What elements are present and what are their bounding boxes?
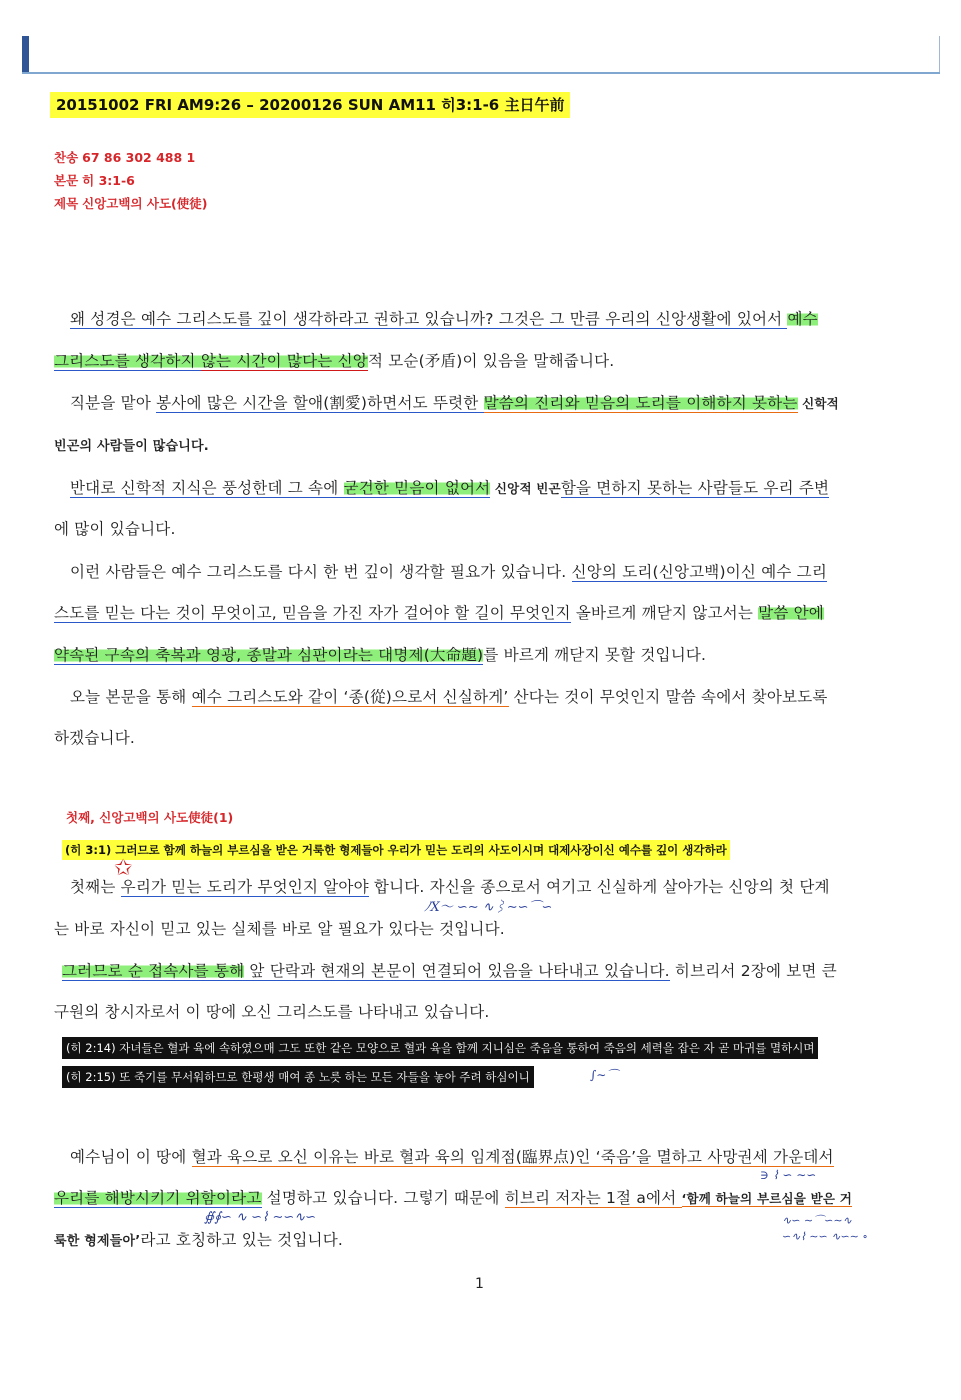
text-span: 봉사에 많은 시간을 할애(割愛)하면서도 뚜렷한	[156, 394, 484, 412]
page-number: 1	[475, 1276, 484, 1292]
text-span: 첫째는	[70, 878, 121, 896]
verse-hebrews-3-1: (히 3:1) 그러므로 함께 하늘의 부르심을 받은 거룩한 형제들아 우리가 믿는 도리의 사도이시며 대제사장이신 예수를 깊이 생각하라	[62, 840, 730, 860]
scripture-value: 히 3:1-6	[82, 173, 135, 188]
text-span: 반대로 신학적 지식은 풍성한데 그 속에	[70, 479, 344, 497]
verse-hebrews-2-14: (히 2:14) 자녀들은 혈과 육에 속하였으매 그도 또한 같은 모양으로 혈과 육을 함께 지니심은 죽음을 통하여 죽음의 세력을 잡은 자 곧 마귀를 멸하시며	[62, 1037, 818, 1059]
highlighted-span: 우리를 해방시키기 위함이라고	[54, 1189, 262, 1207]
scripture-line	[54, 171, 139, 189]
page-header-bar	[22, 36, 940, 74]
text-span: 하겠습니다.	[54, 729, 135, 747]
text-span: 왜 성경은 예수 그리스도를 깊이 생각하라고 권하고 있습니까? 그것은 그 만큼 우리의 신앙생활에 있어서	[70, 310, 788, 328]
text-span: 는 바로 자신이 믿고 있는 실체를 바로 알 필요가 있다는 것입니다.	[54, 920, 505, 938]
handwritten-note-scribble: ∿∽ ∼⌒∽∼∿	[782, 1214, 852, 1227]
hand-drawn-star-icon: ✩	[114, 856, 133, 881]
paragraph-line	[54, 350, 614, 372]
text-span: ‘함께 하늘의 부르심을 받은 거	[681, 1191, 852, 1206]
text-span: 올바르게 깨닫지 않고서는	[570, 604, 759, 622]
paragraph-line	[54, 434, 209, 456]
highlighted-span: 굳건한 믿음이 없어서	[343, 479, 491, 497]
highlighted-span: 말씀 안에	[758, 604, 824, 622]
text-span: 함을 면하지 못하는 사람들도 우리 주변	[560, 479, 830, 497]
text-span: 앞 단락과 현재의 본문이 연결되어 있음을 나타내고 있습니다.	[244, 962, 670, 980]
paragraph-line	[70, 876, 830, 898]
paragraph-line	[54, 1229, 343, 1251]
text-span: 빈곤의 사람들이 많습니다.	[54, 439, 209, 454]
highlighted-span: 약속된 구속의 축복과 영광, 종말과 심판이라는 대명제(大命題)	[54, 646, 484, 664]
sermon-title-line	[54, 194, 211, 212]
highlighted-span: 않는 시간이 많다는 신앙	[200, 352, 368, 370]
text-span: 직분을 맡아	[70, 394, 157, 412]
handwritten-note-scribble: ∯∮∽ ∿ ∽⌇ ∼∽∿∽	[204, 1210, 317, 1225]
paragraph-line	[54, 1001, 490, 1023]
paragraph-line	[54, 644, 706, 666]
hymn-label: 찬송	[54, 150, 79, 165]
section-title: 첫째, 신앙고백의 사도使徒(1)	[66, 810, 234, 825]
paragraph-line	[54, 602, 824, 624]
text-span: 오늘 본문을 통해	[70, 688, 192, 706]
text-span: 에 많이 있습니다.	[54, 520, 176, 538]
text-span: 라고 호칭하고 있는 것입니다.	[140, 1231, 344, 1249]
text-span: 신앙적 빈곤	[490, 481, 561, 496]
paragraph-line	[62, 960, 837, 982]
text-span: 혈과 육으로 오신 이유는 바로 혈과 육의 임계점(臨界点)인 ‘죽음’을 멸하고 사망권세 가운데서	[191, 1148, 834, 1166]
text-span: 히브리서 2장에 보면 큰	[669, 962, 837, 980]
header-right-rule	[939, 36, 940, 72]
hymn-value: 67 86 302 488 1	[82, 150, 196, 165]
text-span: 예수님이 이 땅에	[70, 1148, 192, 1166]
text-span: 구원의 창시자로서 이 땅에 오신 그리스도를 나타내고 있습니다.	[54, 1003, 490, 1021]
handwritten-note-scribble: ﾉⅩ〜 ∽∼ ∿⌇∼∽⌒∽	[424, 900, 553, 915]
text-span: 히브리 저자는 1절 a에서	[504, 1189, 682, 1207]
text-span: 설명하고 있습니다. 그렇기 때문에	[261, 1189, 505, 1207]
highlighted-span: 예수	[787, 310, 818, 328]
paragraph-line	[70, 392, 839, 414]
text-span: 우리가 믿는 도리가 무엇인지 알아야	[120, 878, 369, 896]
paragraph-line	[54, 918, 505, 940]
text-span: 적 모순(矛盾)이 있음을 말해줍니다.	[367, 352, 615, 370]
paragraph-line	[70, 561, 827, 583]
highlighted-span: 그리스도를 생각하지	[54, 352, 201, 370]
text-span: 신앙의 도리(신앙고백)이신 예수 그리	[571, 563, 828, 581]
text-span: 산다는 것이 무엇인지 말씀 속에서 찾아보도록	[508, 688, 828, 706]
text-span: 예수 그리스도와 같이 ‘종(從)으로서 신실하게’	[191, 688, 509, 706]
handwritten-note-scribble: ∫∼⌒	[590, 1068, 619, 1082]
paragraph-line	[54, 1187, 852, 1209]
handwritten-note-scribble: ∋ ⌇ ∽ ∼∽	[760, 1168, 817, 1182]
handwritten-note-scribble: ∽∿⌇ ∼∽ ∿∽∼ ∘	[782, 1230, 868, 1243]
verse-hebrews-2-15: (히 2:15) 또 죽기를 무서워하므로 한평생 매여 종 노릇 하는 모든 자들을 놓아 주려 하심이니	[62, 1066, 534, 1088]
text-span: 합니다. 자신을 종으로서 여기고 신실하게 살아가는 신앙의 첫 단계	[368, 878, 830, 896]
header-accent-bar	[22, 36, 29, 72]
paragraph-line	[70, 686, 828, 708]
sermon-title-value: 신앙고백의 사도(使徒)	[82, 196, 208, 211]
text-span: 스도를 믿는 다는 것이 무엇이고, 믿음을 가진 자가 걸어야 할 길이 무엇인지	[54, 604, 571, 622]
hymn-line	[54, 148, 199, 166]
text-span: 를 바르게 깨닫지 못할 것입니다.	[483, 646, 707, 664]
paragraph-line	[70, 477, 829, 499]
scripture-label: 본문	[54, 173, 79, 188]
highlighted-span: 말씀의 진리와 믿음의 도리를 이해하지 못하는	[483, 394, 798, 412]
paragraph-line	[54, 727, 135, 749]
highlighted-span: 그러므로 순 접속사를 통해	[62, 962, 245, 980]
paragraph-line	[70, 308, 818, 330]
sermon-date-line: 20151002 FRI AM9:26 – 20200126 SUN AM11 히3:1-6 主日午前	[50, 92, 570, 118]
text-span: 룩한 형제들아’	[54, 1234, 141, 1249]
text-span: 이런 사람들은 예수 그리스도를 다시 한 번 깊이 생각할 필요가 있습니다.	[70, 563, 572, 581]
sermon-title-label: 제목	[54, 196, 79, 211]
paragraph-line	[70, 1146, 834, 1168]
text-span: 신학적	[797, 396, 839, 411]
paragraph-line	[54, 518, 176, 540]
